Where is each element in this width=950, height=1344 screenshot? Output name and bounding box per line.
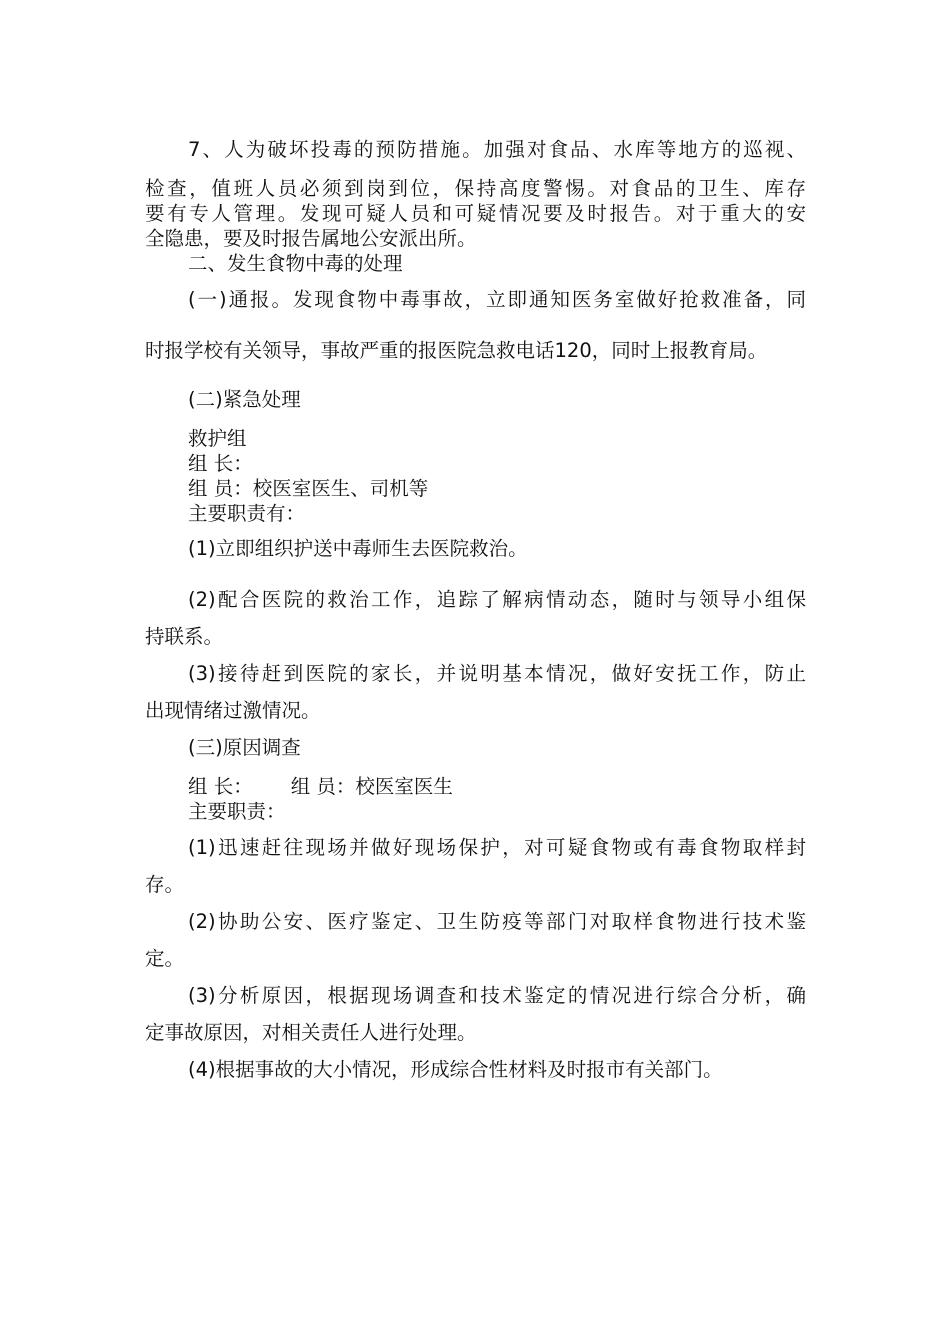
rescue-team-leader: 组 长： bbox=[188, 452, 253, 475]
investigation-team-row bbox=[188, 775, 453, 799]
rescue-team-members: 组 员：校医室医生、司机等 bbox=[188, 477, 429, 500]
paragraph-7-line-3: 要有专人管理。发现可疑人员和可疑情况要及时报告。对于重大的安 bbox=[145, 202, 806, 225]
investigation-team-leader: 组 长： bbox=[188, 775, 253, 798]
paragraph-7-line-2: 检查，值班人员必须到岗到位，保持高度警惕。对食品的卫生、库存 bbox=[145, 177, 806, 200]
notify-line-2: 时报学校有关领导，事故严重的报医院急救电话120，同时上报教育局。 bbox=[145, 339, 768, 362]
paragraph-7-line-1: 7、人为破坏投毒的预防措施。加强对食品、水库等地方的巡视、 bbox=[188, 138, 806, 161]
section-heading-food-poisoning: 二、发生食物中毒的处理 bbox=[188, 252, 403, 275]
paragraph-7-line-4: 全隐患，要及时报告属地公安派出所。 bbox=[145, 227, 477, 250]
investigation-duty-4: (4)根据事故的大小情况，形成综合性材料及时报市有关部门。 bbox=[188, 1058, 723, 1081]
investigation-team-members: 组 员：校医室医生 bbox=[290, 775, 453, 798]
rescue-duty-2-line-1: (2)配合医院的救治工作，追踪了解病情动态，随时与领导小组保 bbox=[188, 588, 806, 611]
rescue-duties-label: 主要职责有： bbox=[188, 502, 306, 525]
investigation-heading: (三)原因调查 bbox=[188, 736, 301, 759]
rescue-duty-2-line-2: 持联系。 bbox=[145, 625, 224, 648]
emergency-heading: (二)紧急处理 bbox=[188, 388, 301, 411]
investigation-duty-1-line-2: 存。 bbox=[145, 873, 185, 896]
rescue-duty-3-line-2: 出现情绪过激情况。 bbox=[145, 699, 321, 722]
rescue-team-label: 救护组 bbox=[188, 427, 247, 450]
investigation-duties-label: 主要职责： bbox=[188, 800, 286, 823]
investigation-duty-3-line-2: 定事故原因，对相关责任人进行处理。 bbox=[145, 1021, 477, 1044]
rescue-duty-3-line-1: (3)接待赶到医院的家长，并说明基本情况，做好安抚工作，防止 bbox=[188, 662, 806, 685]
investigation-duty-2-line-2: 定。 bbox=[145, 947, 185, 970]
rescue-duty-1: (1)立即组织护送中毒师生去医院救治。 bbox=[188, 537, 528, 560]
investigation-duty-1-line-1: (1)迅速赶往现场并做好现场保护，对可疑食物或有毒食物取样封 bbox=[188, 836, 806, 859]
investigation-duty-3-line-1: (3)分析原因，根据现场调查和技术鉴定的情况进行综合分析，确 bbox=[188, 984, 806, 1007]
notify-line-1: (一)通报。发现食物中毒事故，立即通知医务室做好抢救准备，同 bbox=[188, 288, 806, 311]
investigation-duty-2-line-1: (2)协助公安、医疗鉴定、卫生防疫等部门对取样食物进行技术鉴 bbox=[188, 910, 806, 933]
